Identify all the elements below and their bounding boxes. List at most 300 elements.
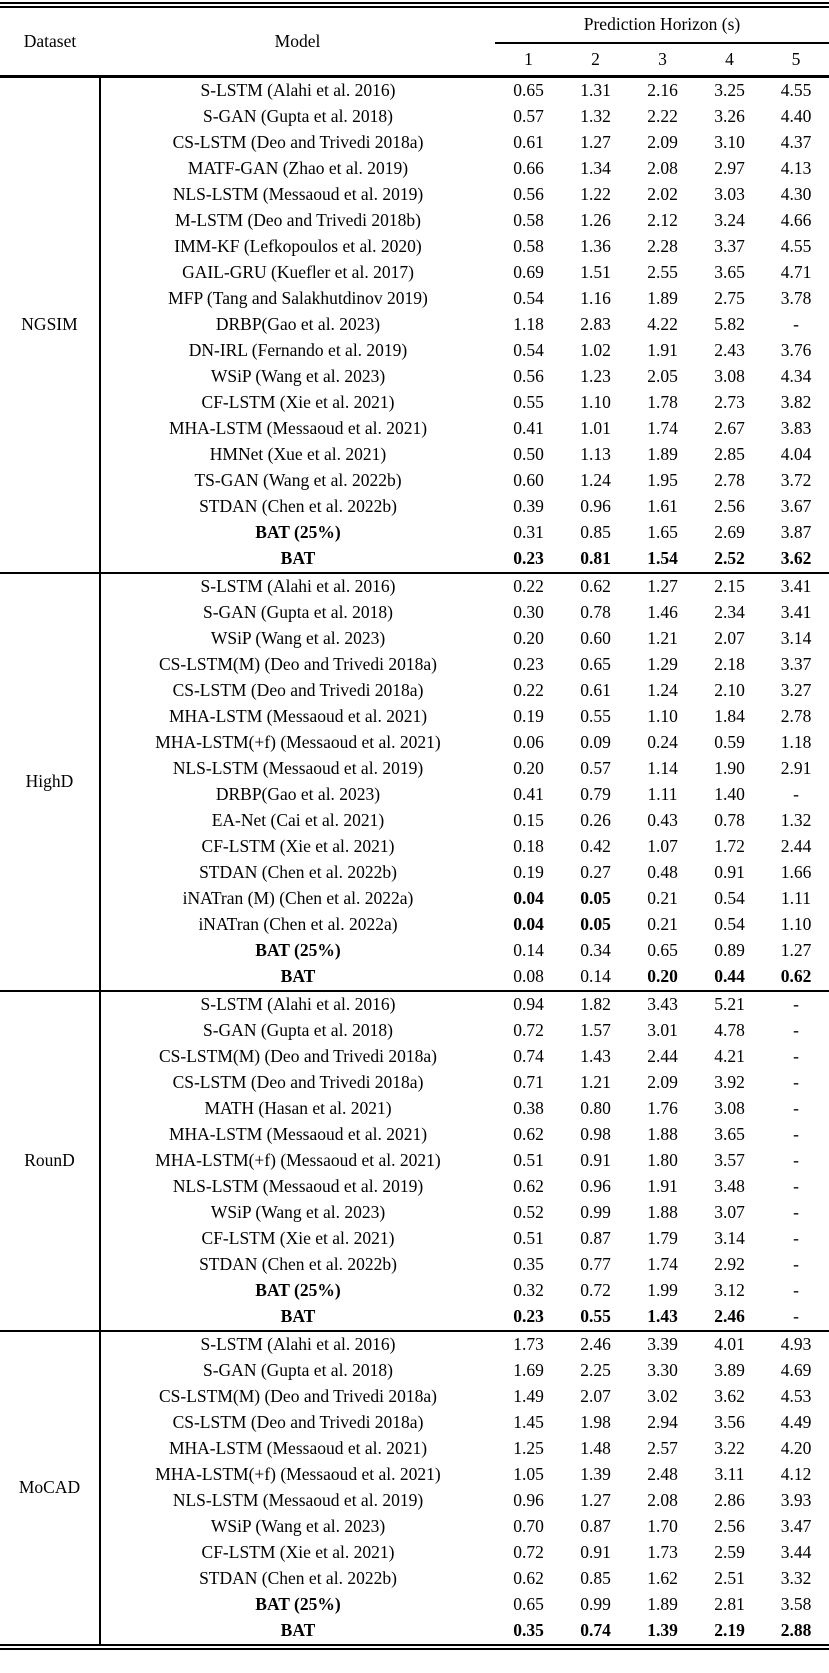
value-cell: 2.46 [562, 1331, 629, 1358]
value-cell: 0.44 [714, 966, 745, 987]
value-cell: 3.27 [780, 680, 812, 701]
value-cell: 0.42 [580, 836, 611, 857]
value-cell: 0.20 [513, 758, 544, 779]
value-cell: 1.74 [647, 1254, 678, 1275]
value-cell: 3.12 [714, 1280, 745, 1301]
model-cell: BAT (25%) [255, 1280, 341, 1301]
value-cell: 2.78 [780, 706, 812, 727]
value-cell: 5.82 [714, 314, 745, 335]
value-cell: 0.87 [580, 1228, 611, 1249]
table-row [0, 1462, 829, 1488]
value-cell: 3.47 [780, 1516, 812, 1537]
value-cell: 0.65 [647, 940, 678, 961]
value-cell: 2.92 [714, 1254, 745, 1275]
model-cell: NLS-LSTM (Messaoud et al. 2019) [172, 1490, 424, 1511]
value-cell: - [793, 1150, 799, 1171]
value-cell: 0.58 [513, 236, 544, 257]
model-cell: MATH (Hasan et al. 2021) [204, 1098, 392, 1119]
value-cell: 0.51 [513, 1150, 544, 1171]
value-cell: 3.39 [629, 1331, 696, 1358]
value-cell: 0.72 [513, 1542, 544, 1563]
model-cell: S-LSTM (Alahi et al. 2016) [100, 1331, 495, 1358]
value-cell: 0.59 [714, 732, 745, 753]
model-cell: IMM-KF (Lefkopoulos et al. 2020) [174, 236, 422, 257]
value-cell: 0.54 [714, 888, 745, 909]
column-header-prediction-horizon: Prediction Horizon (s) [495, 8, 829, 43]
value-cell: 0.66 [513, 158, 544, 179]
value-cell: 0.55 [513, 392, 544, 413]
value-cell: 0.78 [580, 602, 611, 623]
value-cell: 1.51 [580, 262, 611, 283]
table-row [0, 1148, 829, 1174]
value-cell: - [793, 1228, 799, 1249]
table-row [0, 834, 829, 860]
value-cell: 1.88 [647, 1202, 678, 1223]
table-body [0, 77, 829, 1645]
value-cell: 0.41 [513, 418, 544, 439]
model-cell: BAT (25%) [255, 522, 341, 543]
model-cell: S-GAN (Gupta et al. 2018) [202, 1020, 394, 1041]
value-cell: 1.02 [580, 340, 611, 361]
value-cell: 1.26 [580, 210, 611, 231]
value-cell: 0.62 [513, 1124, 544, 1145]
value-cell: 0.52 [513, 1202, 544, 1223]
model-cell: BAT (25%) [255, 1594, 341, 1615]
value-cell: 1.13 [580, 444, 611, 465]
value-cell: - [793, 1124, 799, 1145]
model-cell: BAT (25%) [255, 940, 341, 961]
model-cell: S-GAN (Gupta et al. 2018) [202, 1360, 394, 1381]
model-cell: DN-IRL (Fernando et al. 2019) [188, 340, 408, 361]
value-cell: 0.87 [580, 1516, 611, 1537]
value-cell: 4.69 [780, 1360, 812, 1381]
table-row [0, 1304, 829, 1331]
value-cell: 3.32 [780, 1568, 812, 1589]
value-cell: 0.71 [513, 1072, 544, 1093]
value-cell: 0.72 [513, 1020, 544, 1041]
value-cell: 2.59 [714, 1542, 745, 1563]
value-cell: 3.11 [714, 1464, 745, 1485]
model-cell: CS-LSTM(M) (Deo and Trivedi 2018a) [158, 654, 438, 675]
model-cell: CS-LSTM (Deo and Trivedi 2018a) [172, 132, 424, 153]
value-cell: 3.78 [780, 288, 812, 309]
value-cell: 1.84 [714, 706, 745, 727]
table-row [0, 312, 829, 338]
value-cell: 0.06 [513, 732, 544, 753]
value-cell: 0.99 [580, 1202, 611, 1223]
value-cell: 3.62 [714, 1386, 745, 1407]
table-row [0, 1592, 829, 1618]
value-cell: 1.70 [647, 1516, 678, 1537]
value-cell: 1.49 [513, 1386, 544, 1407]
value-cell: 1.10 [580, 392, 611, 413]
dataset-label-ngsim: NGSIM [0, 77, 100, 574]
table-row [0, 730, 829, 756]
value-cell: 0.30 [513, 602, 544, 623]
value-cell: 1.48 [580, 1438, 611, 1459]
value-cell: 2.46 [714, 1306, 745, 1327]
value-cell: 3.48 [714, 1176, 745, 1197]
value-cell: 3.25 [714, 80, 745, 101]
value-cell: 1.82 [562, 991, 629, 1018]
value-cell: 1.65 [647, 522, 678, 543]
table-row [0, 338, 829, 364]
value-cell: 0.08 [513, 966, 544, 987]
value-cell: 0.19 [513, 862, 544, 883]
model-cell: CS-LSTM (Deo and Trivedi 2018a) [172, 1072, 424, 1093]
model-cell: EA-Net (Cai et al. 2021) [211, 810, 385, 831]
value-cell: 2.44 [780, 836, 812, 857]
value-cell: 4.78 [714, 1020, 745, 1041]
value-cell: 3.62 [780, 548, 812, 569]
table-header [0, 8, 829, 77]
value-cell: 4.55 [780, 80, 812, 101]
model-cell: BAT [280, 548, 316, 569]
value-cell: 0.15 [513, 810, 544, 831]
value-cell: 2.10 [714, 680, 745, 701]
value-cell: 0.78 [714, 810, 745, 831]
value-cell: 0.55 [580, 1306, 611, 1327]
dataset-label-round: RounD [0, 991, 100, 1331]
value-cell: 0.85 [580, 1568, 611, 1589]
value-cell: 1.91 [647, 1176, 678, 1197]
value-cell: 2.22 [647, 106, 678, 127]
value-cell: 0.21 [647, 888, 678, 909]
results-table [0, 8, 829, 1644]
value-cell: 1.16 [580, 288, 611, 309]
model-cell: MHA-LSTM(+f) (Messaoud et al. 2021) [155, 1150, 441, 1171]
value-cell: 3.02 [647, 1386, 678, 1407]
value-cell: 3.01 [647, 1020, 678, 1041]
value-cell: 0.60 [513, 470, 544, 491]
table-row [0, 652, 829, 678]
value-cell: 2.94 [647, 1412, 678, 1433]
dataset-label-highd: HighD [0, 573, 100, 991]
value-cell: 0.56 [513, 366, 544, 387]
model-cell: MFP (Tang and Salakhutdinov 2019) [168, 288, 428, 309]
value-cell: 0.91 [714, 862, 745, 883]
value-cell: 4.12 [780, 1464, 812, 1485]
value-cell: 3.72 [780, 470, 812, 491]
model-cell: MHA-LSTM (Messaoud et al. 2021) [168, 418, 428, 439]
value-cell: 0.81 [580, 548, 611, 569]
value-cell: 1.73 [495, 1331, 562, 1358]
value-cell: 1.66 [780, 862, 812, 883]
value-cell: 3.65 [714, 1124, 745, 1145]
value-cell: 1.76 [647, 1098, 678, 1119]
table-row [0, 520, 829, 546]
value-cell: 4.21 [714, 1046, 745, 1067]
value-cell: 0.80 [580, 1098, 611, 1119]
value-cell: 3.14 [714, 1228, 745, 1249]
value-cell: 0.62 [562, 573, 629, 600]
table-row [0, 494, 829, 520]
value-cell: 2.78 [714, 470, 745, 491]
value-cell: 2.19 [714, 1620, 745, 1641]
value-cell: 1.36 [580, 236, 611, 257]
model-cell: CF-LSTM (Xie et al. 2021) [201, 1228, 395, 1249]
value-cell: 3.65 [714, 262, 745, 283]
model-cell: BAT [280, 1306, 316, 1327]
table-row [0, 77, 829, 105]
table-row [0, 1488, 829, 1514]
value-cell: 0.32 [513, 1280, 544, 1301]
value-cell: - [793, 1280, 799, 1301]
value-cell: 1.99 [647, 1280, 678, 1301]
model-cell: NLS-LSTM (Messaoud et al. 2019) [172, 758, 424, 779]
value-cell: 2.43 [714, 340, 745, 361]
value-cell: 4.04 [780, 444, 812, 465]
value-cell: 0.43 [647, 810, 678, 831]
value-cell: 0.62 [513, 1568, 544, 1589]
value-cell: - [793, 1176, 799, 1197]
value-cell: 1.21 [580, 1072, 611, 1093]
model-cell: CF-LSTM (Xie et al. 2021) [201, 836, 395, 857]
value-cell: 3.37 [714, 236, 745, 257]
column-header-dataset: Dataset [0, 8, 100, 77]
table-row [0, 1540, 829, 1566]
value-cell: 2.56 [714, 1516, 745, 1537]
model-cell: WSiP (Wang et al. 2023) [210, 366, 386, 387]
value-cell: 1.07 [647, 836, 678, 857]
value-cell: 1.32 [580, 106, 611, 127]
value-cell: 3.14 [780, 628, 812, 649]
value-cell: 3.83 [780, 418, 812, 439]
model-cell: DRBP(Gao et al. 2023) [215, 784, 381, 805]
value-cell: 0.54 [714, 914, 745, 935]
value-cell: 2.12 [647, 210, 678, 231]
value-cell: 4.20 [780, 1438, 812, 1459]
value-cell: 1.98 [580, 1412, 611, 1433]
table-row [0, 938, 829, 964]
value-cell: 2.05 [647, 366, 678, 387]
table-row [0, 156, 829, 182]
value-cell: 3.03 [714, 184, 745, 205]
value-cell: 0.31 [513, 522, 544, 543]
model-cell: CF-LSTM (Xie et al. 2021) [201, 1542, 395, 1563]
table-row [0, 1410, 829, 1436]
value-cell: 0.54 [513, 288, 544, 309]
model-cell: CF-LSTM (Xie et al. 2021) [201, 392, 395, 413]
value-cell: 0.41 [513, 784, 544, 805]
value-cell: 1.79 [647, 1228, 678, 1249]
value-cell: 0.48 [647, 862, 678, 883]
value-cell: 0.96 [580, 1176, 611, 1197]
value-cell: 4.34 [780, 366, 812, 387]
value-cell: 2.55 [647, 262, 678, 283]
model-cell: MATF-GAN (Zhao et al. 2019) [187, 158, 409, 179]
value-cell: 1.80 [647, 1150, 678, 1171]
value-cell: 0.70 [513, 1516, 544, 1537]
value-cell: 1.89 [647, 1594, 678, 1615]
table-row [0, 130, 829, 156]
value-cell: 1.88 [647, 1124, 678, 1145]
model-cell: MHA-LSTM(+f) (Messaoud et al. 2021) [155, 732, 441, 753]
value-cell: 1.57 [580, 1020, 611, 1041]
table-row [0, 1174, 829, 1200]
value-cell: 0.91 [580, 1542, 611, 1563]
value-cell: - [793, 1072, 799, 1093]
value-cell: 0.39 [513, 496, 544, 517]
value-cell: 3.26 [714, 106, 745, 127]
value-cell: 0.51 [513, 1228, 544, 1249]
value-cell: 1.24 [647, 680, 678, 701]
model-cell: MHA-LSTM (Messaoud et al. 2021) [168, 706, 428, 727]
model-cell: iNATran (Chen et al. 2022a) [198, 914, 398, 935]
table-row [0, 1278, 829, 1304]
value-cell: 4.40 [780, 106, 812, 127]
value-cell: 3.08 [714, 366, 745, 387]
value-cell: - [793, 1306, 799, 1327]
value-cell: 2.07 [714, 628, 745, 649]
value-cell: 0.74 [513, 1046, 544, 1067]
value-cell: 3.07 [714, 1202, 745, 1223]
model-cell: S-LSTM (Alahi et al. 2016) [100, 573, 495, 600]
table-row [0, 1514, 829, 1540]
value-cell: 0.05 [580, 914, 611, 935]
value-cell: 1.18 [780, 732, 812, 753]
value-cell: 0.56 [513, 184, 544, 205]
value-cell: 3.24 [714, 210, 745, 231]
table-row [0, 1384, 829, 1410]
value-cell: 2.34 [714, 602, 745, 623]
model-cell: BAT [280, 966, 316, 987]
value-cell: 0.23 [513, 548, 544, 569]
value-cell: 0.94 [495, 991, 562, 1018]
table-row [0, 1358, 829, 1384]
value-cell: 2.09 [647, 132, 678, 153]
value-cell: 1.27 [580, 1490, 611, 1511]
value-cell: 0.09 [580, 732, 611, 753]
value-cell: 2.08 [647, 158, 678, 179]
value-cell: 0.89 [714, 940, 745, 961]
value-cell: 0.65 [513, 1594, 544, 1615]
value-cell: 2.16 [647, 80, 678, 101]
model-cell: WSiP (Wang et al. 2023) [210, 1516, 386, 1537]
model-cell: S-LSTM (Alahi et al. 2016) [200, 80, 396, 101]
value-cell: 1.24 [580, 470, 611, 491]
value-cell: 1.45 [513, 1412, 544, 1433]
value-cell: 2.69 [714, 522, 745, 543]
table-row [0, 678, 829, 704]
model-cell: iNATran (M) (Chen et al. 2022a) [182, 888, 414, 909]
table-row [0, 390, 829, 416]
value-cell: 3.58 [780, 1594, 812, 1615]
value-cell: 0.14 [580, 966, 611, 987]
value-cell: 0.54 [513, 340, 544, 361]
value-cell: 2.57 [647, 1438, 678, 1459]
value-cell: 3.41 [763, 573, 829, 600]
table-row [0, 704, 829, 730]
value-cell: 1.10 [647, 706, 678, 727]
table-row [0, 964, 829, 991]
value-cell: 1.69 [513, 1360, 544, 1381]
value-cell: 1.43 [647, 1306, 678, 1327]
table-row [0, 208, 829, 234]
table-row [0, 782, 829, 808]
value-cell: 1.27 [780, 940, 812, 961]
value-cell: 0.57 [513, 106, 544, 127]
value-cell: 1.14 [647, 758, 678, 779]
value-cell: 3.67 [780, 496, 812, 517]
value-cell: 1.61 [647, 496, 678, 517]
value-cell: 0.58 [513, 210, 544, 231]
value-cell: 1.73 [647, 1542, 678, 1563]
model-cell: BAT [280, 1620, 316, 1641]
value-cell: 3.37 [780, 654, 812, 675]
value-cell: 2.67 [714, 418, 745, 439]
value-cell: 2.25 [580, 1360, 611, 1381]
value-cell: 2.09 [647, 1072, 678, 1093]
value-cell: - [793, 1254, 799, 1275]
value-cell: - [793, 1098, 799, 1119]
value-cell: 2.52 [714, 548, 745, 569]
table-row [0, 1252, 829, 1278]
table-row [0, 1096, 829, 1122]
table-row [0, 442, 829, 468]
value-cell: 3.22 [714, 1438, 745, 1459]
table-row [0, 1122, 829, 1148]
value-cell: 3.41 [780, 602, 812, 623]
model-cell: STDAN (Chen et al. 2022b) [199, 1254, 397, 1275]
horizon-tick-3: 3 [629, 43, 696, 77]
value-cell: 0.04 [513, 914, 544, 935]
column-header-model: Model [100, 8, 495, 77]
value-cell: 3.57 [714, 1150, 745, 1171]
value-cell: 1.74 [647, 418, 678, 439]
value-cell: - [793, 1020, 799, 1041]
model-cell: S-LSTM (Alahi et al. 2016) [100, 991, 495, 1018]
value-cell: 1.91 [647, 340, 678, 361]
value-cell: 1.62 [647, 1568, 678, 1589]
value-cell: 4.53 [780, 1386, 812, 1407]
value-cell: 0.26 [580, 810, 611, 831]
table-row [0, 991, 829, 1018]
value-cell: 0.65 [513, 80, 544, 101]
value-cell: 1.21 [647, 628, 678, 649]
model-cell: STDAN (Chen et al. 2022b) [199, 1568, 397, 1589]
value-cell: 0.23 [513, 1306, 544, 1327]
value-cell: 3.30 [647, 1360, 678, 1381]
value-cell: 1.90 [714, 758, 745, 779]
value-cell: 4.49 [780, 1412, 812, 1433]
value-cell: 0.57 [580, 758, 611, 779]
table-row [0, 182, 829, 208]
model-cell: S-GAN (Gupta et al. 2018) [202, 106, 394, 127]
model-cell: MHA-LSTM (Messaoud et al. 2021) [168, 1438, 428, 1459]
value-cell: 0.79 [580, 784, 611, 805]
value-cell: 0.69 [513, 262, 544, 283]
value-cell: 0.61 [580, 680, 611, 701]
value-cell: 0.62 [513, 1176, 544, 1197]
value-cell: 3.10 [714, 132, 745, 153]
value-cell: - [793, 1046, 799, 1067]
model-cell: STDAN (Chen et al. 2022b) [199, 496, 397, 517]
model-cell: S-GAN (Gupta et al. 2018) [202, 602, 394, 623]
value-cell: 3.93 [780, 1490, 812, 1511]
value-cell: 1.54 [647, 548, 678, 569]
model-cell: CS-LSTM (Deo and Trivedi 2018a) [172, 1412, 424, 1433]
value-cell: 3.56 [714, 1412, 745, 1433]
value-cell: 4.22 [647, 314, 678, 335]
value-cell: 2.44 [647, 1046, 678, 1067]
value-cell: 1.11 [781, 888, 811, 909]
value-cell: 2.48 [647, 1464, 678, 1485]
table-row [0, 912, 829, 938]
table-row [0, 886, 829, 912]
model-cell: NLS-LSTM (Messaoud et al. 2019) [172, 1176, 424, 1197]
value-cell: 0.72 [580, 1280, 611, 1301]
